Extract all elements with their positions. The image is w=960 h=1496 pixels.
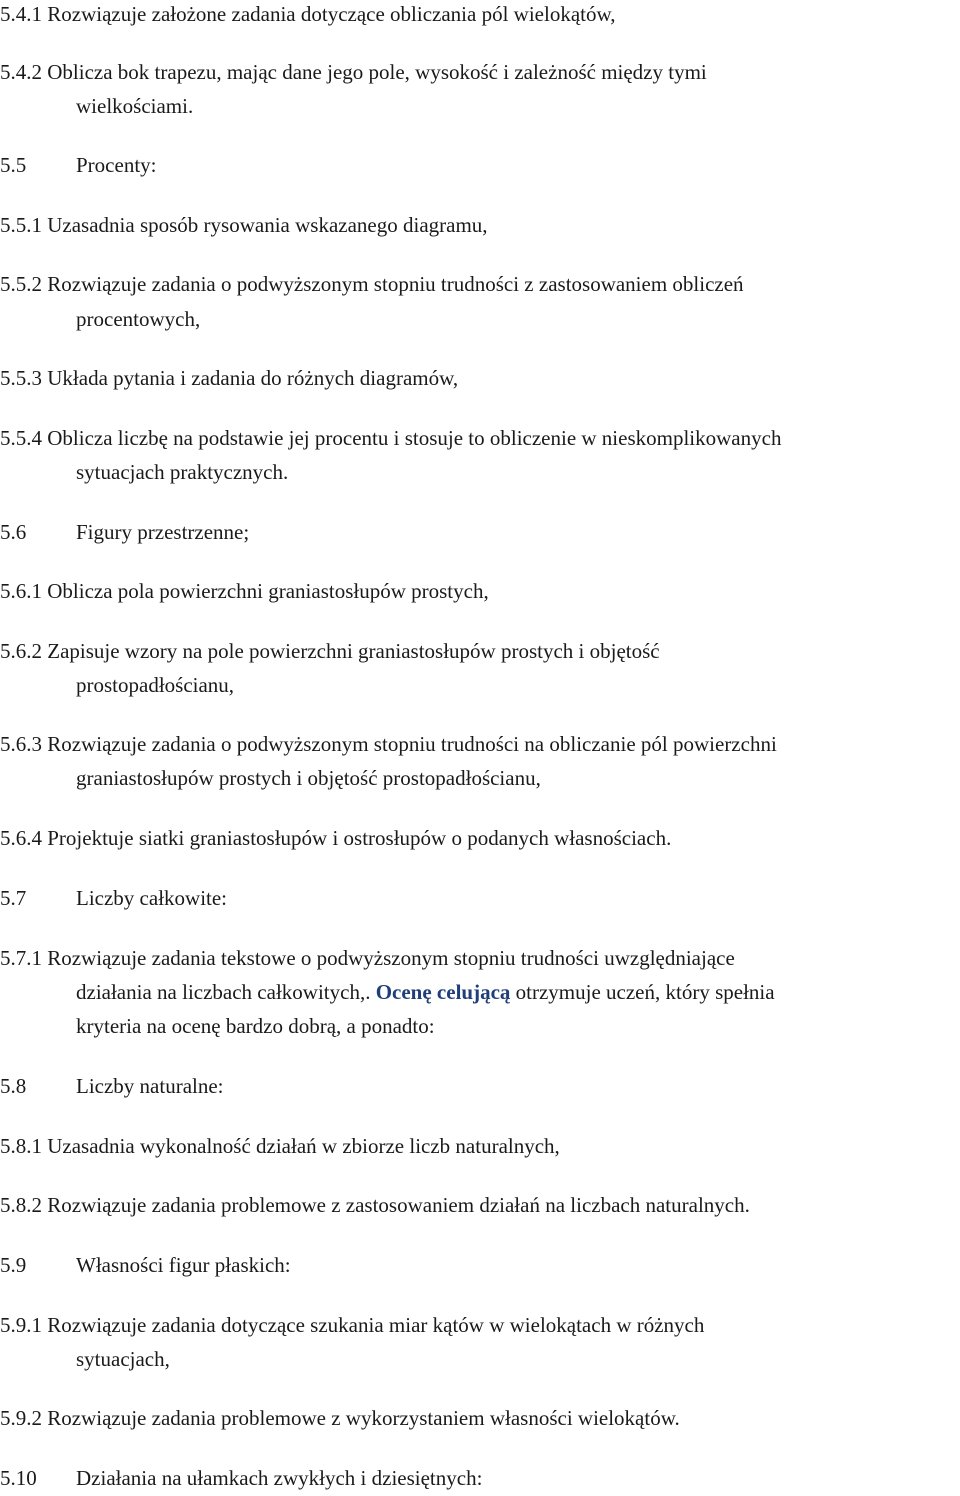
item-number: 5.5.1 (0, 213, 42, 237)
grade-highlight: Ocenę celującą (375, 980, 511, 1004)
section-heading (0, 148, 156, 182)
list-item (0, 208, 488, 242)
item-number: 5.6.3 (0, 732, 42, 756)
section-title: Figury przestrzenne; (76, 520, 250, 544)
section-title: Procenty: (76, 153, 157, 177)
item-continuation: sytuacjach praktycznych. (76, 460, 289, 484)
list-item (0, 941, 735, 975)
item-text: Układa pytania i zadania do różnych diagramów, (47, 366, 459, 390)
item-number: 5.9.2 (0, 1406, 42, 1430)
list-item (0, 0, 616, 31)
item-continuation: kryteria na ocenę bardzo dobrą, a ponadto: (76, 1014, 435, 1038)
list-item (0, 1401, 680, 1435)
list-item (0, 727, 777, 761)
item-text: Zapisuje wzory na pole powierzchni graniastosłupów prostych i objętość (47, 639, 660, 663)
list-item (0, 1129, 560, 1163)
item-text: Projektuje siatki graniastosłupów i ostrosłupów o podanych własnościach. (47, 826, 672, 850)
item-number: 5.4.2 (0, 60, 42, 84)
item-number: 5.6.1 (0, 579, 42, 603)
item-text: Rozwiązuje zadania dotyczące szukania miar kątów w wielokątach w różnych (47, 1313, 705, 1337)
item-text: Oblicza liczbę na podstawie jej procentu i stosuje to obliczenie w nieskomplikowanych (47, 426, 782, 450)
list-item (0, 361, 458, 395)
list-item (0, 634, 660, 668)
item-continuation-text: działania na liczbach całkowitych,. (76, 980, 371, 1004)
item-text: Rozwiązuje zadania o podwyższonym stopniu trudności z zastosowaniem obliczeń (47, 272, 744, 296)
section-number: 5.9 (0, 1253, 27, 1277)
item-text: Rozwiązuje założone zadania dotyczące obliczania pól wielokątów, (47, 2, 616, 26)
item-number: 5.6.2 (0, 639, 42, 663)
item-continuation: prostopadłościanu, (76, 673, 235, 697)
item-text: Oblicza bok trapezu, mając dane jego pole, wysokość i zależność między tymi (47, 60, 707, 84)
section-title: Liczby naturalne: (76, 1074, 224, 1098)
list-item (0, 421, 781, 455)
item-number: 5.5.4 (0, 426, 42, 450)
section-number: 5.6 (0, 520, 27, 544)
item-number: 5.5.3 (0, 366, 42, 390)
item-text: Rozwiązuje zadania o podwyższonym stopniu trudności na obliczanie pól powierzchni (47, 732, 777, 756)
item-number: 5.7.1 (0, 946, 42, 970)
section-heading (0, 881, 227, 915)
item-text: Rozwiązuje zadania tekstowe o podwyższonym stopniu trudności uwzględniające (47, 946, 735, 970)
item-text: Rozwiązuje zadania problemowe z wykorzystaniem własności wielokątów. (47, 1406, 680, 1430)
section-heading (0, 1248, 291, 1282)
item-number: 5.5.2 (0, 272, 42, 296)
item-continuation: procentowych, (76, 307, 201, 331)
item-text: Uzasadnia sposób rysowania wskazanego diagramu, (47, 213, 488, 237)
section-number: 5.8 (0, 1074, 27, 1098)
item-text: Rozwiązuje zadania problemowe z zastosowaniem działań na liczbach naturalnych. (47, 1193, 750, 1217)
item-continuation: graniastosłupów prostych i objętość prostopadłościanu, (76, 766, 541, 790)
list-item (0, 1188, 750, 1222)
item-number: 5.4.1 (0, 2, 42, 26)
section-heading (0, 1461, 482, 1495)
section-title: Działania na ułamkach zwykłych i dziesiętnych: (76, 1466, 483, 1490)
section-title: Liczby całkowite: (76, 886, 228, 910)
list-item (0, 821, 671, 855)
list-item (0, 1308, 704, 1342)
item-number: 5.8.2 (0, 1193, 42, 1217)
section-number: 5.5 (0, 153, 27, 177)
section-title: Własności figur płaskich: (76, 1253, 291, 1277)
item-text: Oblicza pola powierzchni graniastosłupów prostych, (47, 579, 489, 603)
item-continuation: wielkościami. (76, 94, 194, 118)
section-heading (0, 515, 249, 549)
item-continuation (76, 975, 775, 1009)
item-number: 5.9.1 (0, 1313, 42, 1337)
item-text: Uzasadnia wykonalność działań w zbiorze liczb naturalnych, (47, 1134, 560, 1158)
section-number: 5.10 (0, 1466, 37, 1490)
item-number: 5.6.4 (0, 826, 42, 850)
list-item (0, 574, 489, 608)
item-continuation: sytuacjach, (76, 1347, 170, 1371)
item-number: 5.8.1 (0, 1134, 42, 1158)
list-item (0, 55, 707, 89)
section-number: 5.7 (0, 886, 27, 910)
list-item (0, 267, 744, 301)
item-continuation-text: otrzymuje uczeń, który spełnia (515, 980, 775, 1004)
section-heading (0, 1069, 224, 1103)
